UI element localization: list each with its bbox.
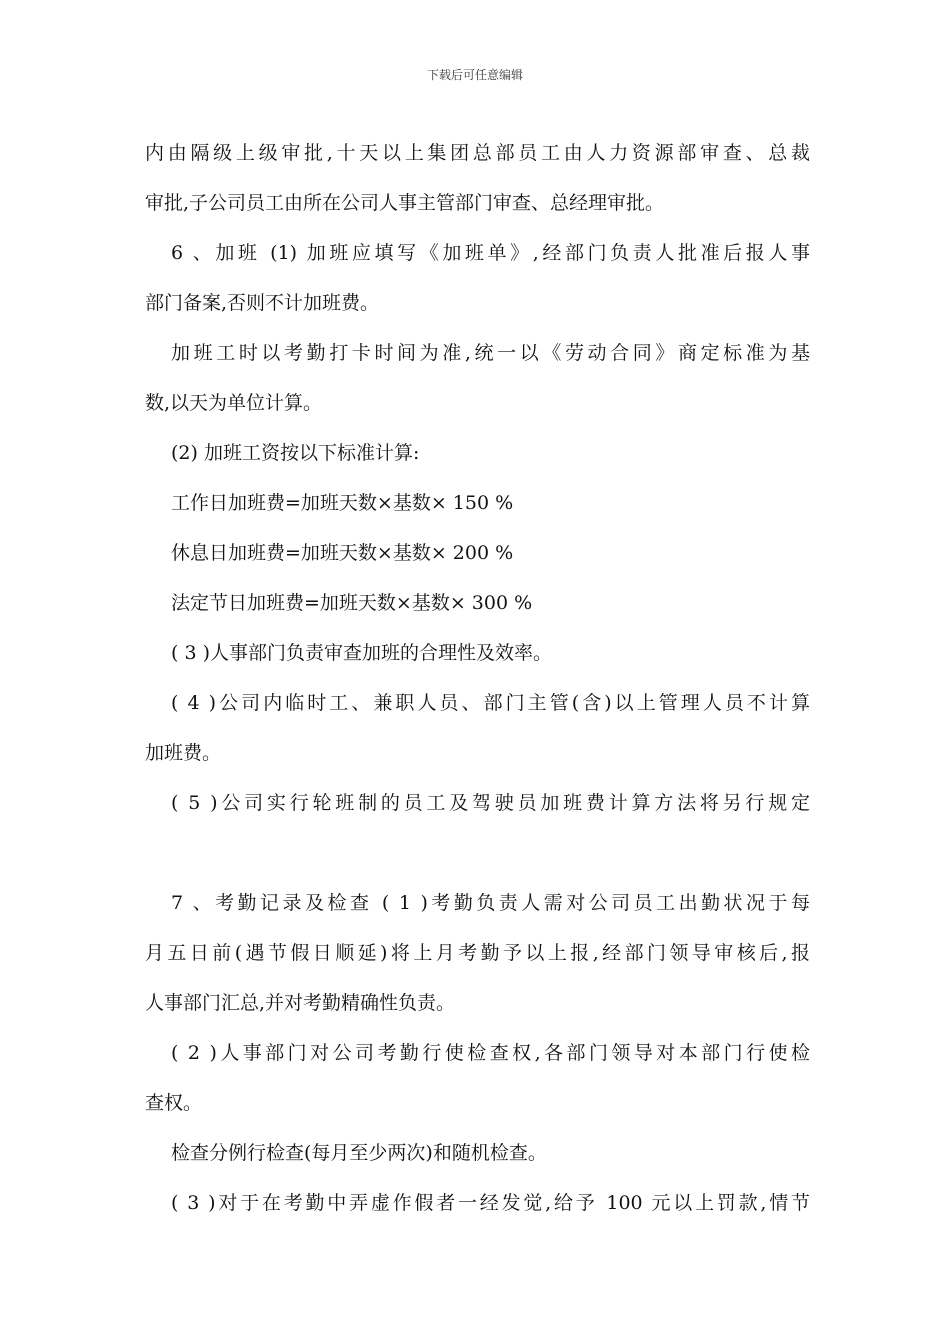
text-line: 加班费。 — [145, 742, 222, 764]
text-line: 工作日加班费=加班天数×基数× 150 % — [171, 492, 514, 514]
text-line: 月五日前(遇节假日顺延)将上月考勤予以上报,经部门领导审核后,报 — [145, 942, 810, 964]
text-line: ( 2 )人事部门对公司考勤行使检查权,各部门领导对本部门行使检 — [171, 1042, 810, 1064]
text-line: 法定节日加班费=加班天数×基数× 300 % — [171, 592, 533, 614]
text-line: 7 、考勤记录及检查 ( 1 )考勤负责人需对公司员工出勤状况于每 — [171, 892, 810, 914]
text-line: ( 4 )公司内临时工、兼职人员、部门主管(含)以上管理人员不计算 — [171, 692, 810, 714]
text-line: 查权。 — [145, 1092, 203, 1114]
text-line: 数,以天为单位计算。 — [145, 392, 323, 414]
text-line: 内由隔级上级审批,十天以上集团总部员工由人力资源部审查、总裁 — [145, 142, 810, 164]
text-line: ( 3 )人事部门负责审查加班的合理性及效率。 — [171, 642, 552, 664]
text-line: 审批,子公司员工由所在公司人事主管部门审查、总经理审批。 — [145, 192, 665, 214]
text-line: 部门备案,否则不计加班费。 — [145, 292, 380, 314]
text-line: 加班工时以考勤打卡时间为准,统一以《劳动合同》商定标准为基 — [171, 342, 810, 364]
document-body — [145, 128, 810, 1228]
page-header: 下载后可任意编辑 — [426, 68, 523, 82]
text-line: 6 、加班 (1) 加班应填写《加班单》,经部门负责人批准后报人事 — [171, 242, 810, 264]
text-line: ( 5 )公司实行轮班制的员工及驾驶员加班费计算方法将另行规定 — [171, 792, 810, 814]
text-line: (2) 加班工资按以下标准计算: — [171, 442, 420, 464]
text-line: 检查分例行检查(每月至少两次)和随机检查。 — [171, 1142, 547, 1164]
text-line: 休息日加班费=加班天数×基数× 200 % — [171, 542, 514, 564]
text-line: 人事部门汇总,并对考勤精确性负责。 — [145, 992, 456, 1014]
blank-line — [145, 828, 810, 878]
text-line: ( 3 )对于在考勤中弄虚作假者一经发觉,给予 100 元以上罚款,情节 — [171, 1192, 810, 1214]
